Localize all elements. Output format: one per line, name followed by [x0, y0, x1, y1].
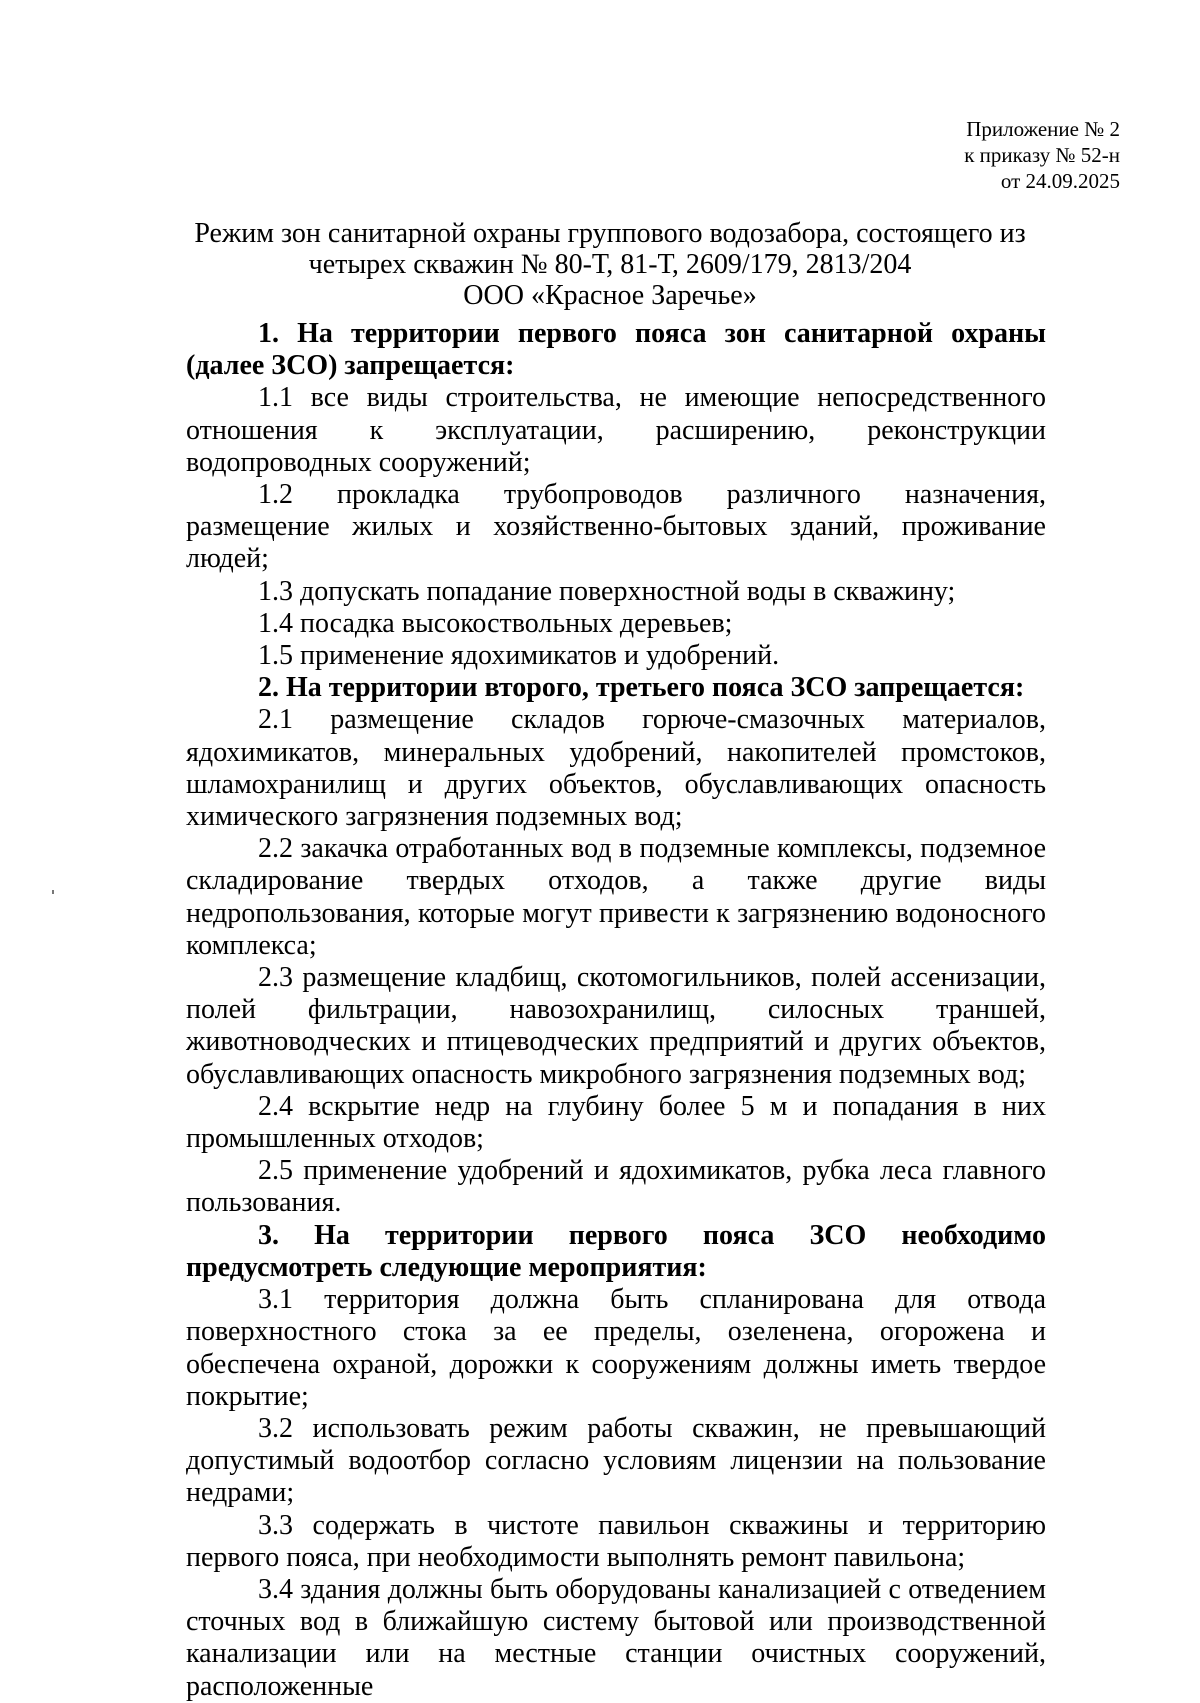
paragraph: 3.4 здания должны быть оборудованы канализацией с отведением сточных вод в ближайшую систему бытовой или производственной канализации или на местные станции очистных сооружений, расположенные [186, 1573, 1046, 1702]
section-heading: 1. На территории первого пояса зон санитарной охраны (далее ЗСО) запрещается: [186, 318, 1046, 382]
paragraph: 3.2 использовать режим работы скважин, не превышающий допустимый водоотбор согласно условиям лицензии на пользование недрами; [186, 1412, 1046, 1509]
paragraph: 3.1 территория должна быть спланирована для отвода поверхностного стока за ее пределы, озеленена, огорожена и обеспечена охраной, дорожки к сооружениям должны иметь твердое покрытие; [186, 1284, 1046, 1412]
section-heading: 3. На территории первого пояса ЗСО необходимо предусмотреть следующие мероприятия: [186, 1219, 1046, 1283]
appendix-number: Приложение № 2 [966, 117, 1120, 141]
document-title [180, 218, 1040, 311]
paragraph: 1.2 прокладка трубопроводов различного назначения, размещение жилых и хозяйственно-бытовых зданий, проживание людей; [186, 479, 1046, 575]
paragraph: 1.1 все виды строительства, не имеющие непосредственного отношения к эксплуатации, расширению, реконструкции водопроводных сооружений; [186, 382, 1046, 478]
order-reference: к приказу № 52-н [964, 143, 1120, 167]
title-line-3: ООО «Красное Заречье» [463, 280, 757, 311]
paragraph: 1.3 допускать попадание поверхностной воды в скважину; [258, 575, 956, 607]
title-line-2: четырех скважин № 80-Т, 81-Т, 2609/179, 2813/204 [308, 249, 912, 280]
document-body [186, 318, 1046, 1703]
title-line-1: Режим зон санитарной охраны группового водозабора, состоящего из [194, 218, 1026, 249]
paragraph: 1.5 применение ядохимикатов и удобрений. [258, 640, 780, 672]
paragraph: 3.3 содержать в чистоте павильон скважины и территорию первого пояса, при необходимости выполнять ремонт павильона; [186, 1509, 1046, 1573]
paragraph: 2.2 закачка отработанных вод в подземные комплексы, подземное складирование твердых отходов, а также другие виды недропользования, которые могут привести к загрязнению водоносного комплекса; [186, 833, 1046, 961]
paragraph: 1.4 посадка высокоствольных деревьев; [258, 607, 733, 639]
paragraph: 2.3 размещение кладбищ, скотомогильников, полей ассенизации, полей фильтрации, навозохранилищ, силосных траншей, животноводческих и птицеводческих предприятий и других объектов, обуславливающих опасность микробного загрязнения подземных вод; [186, 962, 1046, 1090]
paragraph: 2.5 применение удобрений и ядохимикатов, рубка леса главного пользования. [186, 1155, 1046, 1219]
order-date: от 24.09.2025 [1000, 169, 1120, 193]
paragraph: 2.1 размещение складов горюче-смазочных материалов, ядохимикатов, минеральных удобрений, накопителей промстоков, шламохранилищ и других объектов, обуславливающих опасность химического загрязнения подземных вод; [186, 704, 1046, 833]
section-heading: 2. На территории второго, третьего пояса ЗСО запрещается: [258, 672, 1025, 704]
scan-speck [52, 890, 54, 894]
paragraph: 2.4 вскрытие недр на глубину более 5 м и попадания в них промышленных отходов; [186, 1090, 1046, 1155]
appendix-header [964, 116, 1120, 194]
